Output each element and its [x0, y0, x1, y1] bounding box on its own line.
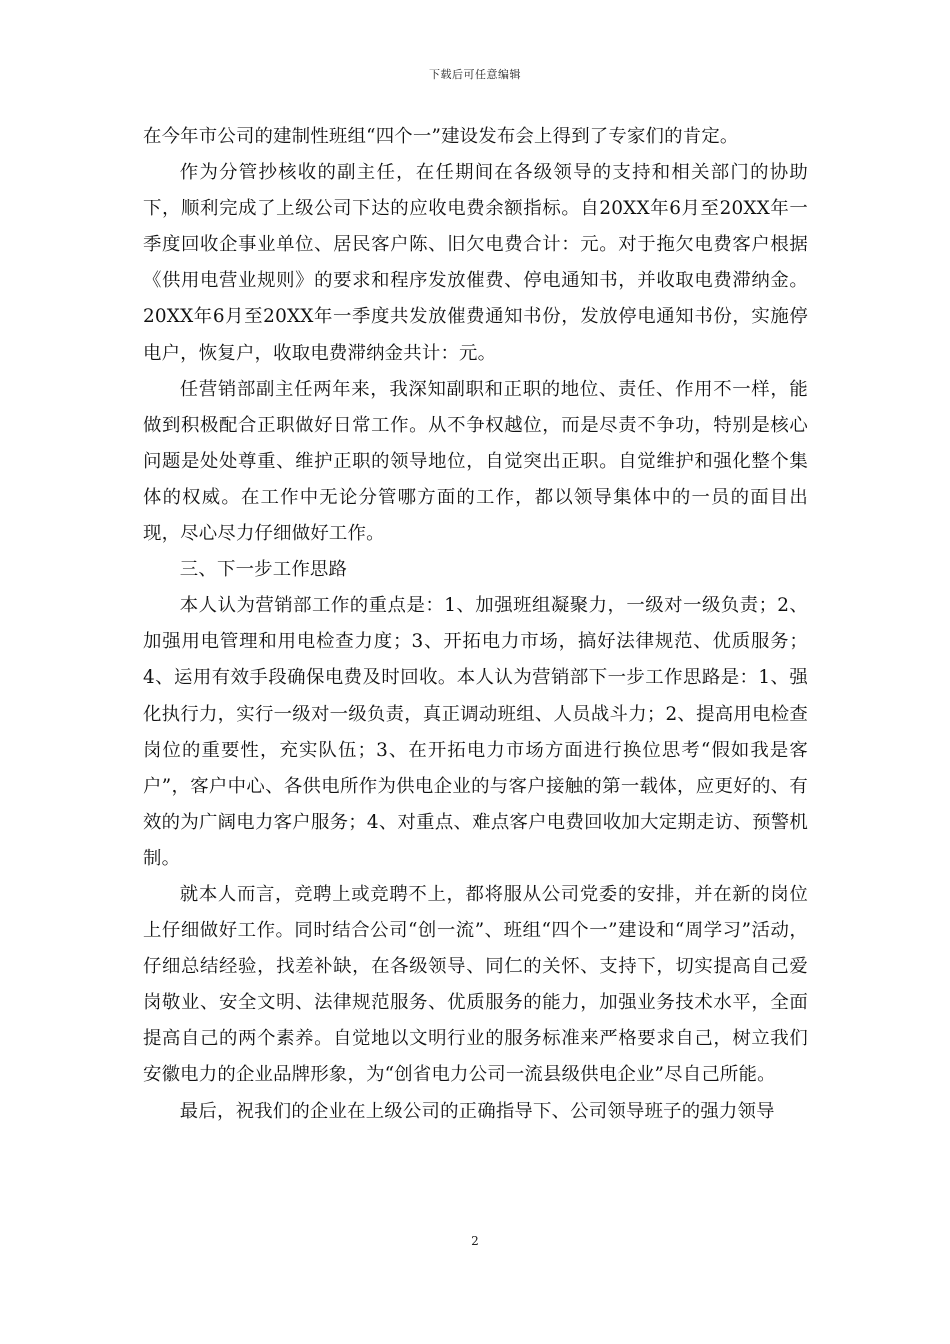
paragraph-fee-collection: 作为分管抄核收的副主任，在任期间在各级领导的支持和相关部门的协助下，顺利完成了上级公司下达的应收电费余额指标。自20XX年6月至20XX年一季度回收企事业单位、居民客户陈、旧欠电费合计：元。对于拖欠电费客户根据《供用电营业规则》的要求和程序发放催费、停电通知书，并收取电费滞纳金。20XX年6月至20XX年一季度共发放催费通知书份，发放停电通知书份，实施停电户，恢复户，收取电费滞纳金共计：元。 — [143, 162, 808, 364]
paragraph-deputy-role: 任营销部副主任两年来，我深知副职和正职的地位、责任、作用不一样，能做到积极配合正职做好日常工作。从不争权越位，而是尽责不争功，特别是核心问题是处处尊重、维护正职的领导地位，自觉突出正职。自觉维护和强化整个集体的权威。在工作中无论分管哪方面的工作，都以领导集体中的一员的面目出现，尽心尽力仔细做好工作。 — [143, 378, 808, 545]
page-number: 2 — [471, 1234, 479, 1248]
page-header: 下载后可任意编辑 — [429, 68, 521, 81]
document-body — [143, 119, 808, 1130]
section-heading-next-steps: 三、下一步工作思路 — [179, 559, 348, 581]
paragraph-work-plan: 本人认为营销部工作的重点是：1、加强班组凝聚力，一级对一级负责；2、加强用电管理和用电检查力度；3、开拓电力市场，搞好法律规范、优质服务；4、运用有效手段确保电费及时回收。本人认为营销部下一步工作思路是：1、强化执行力，实行一级对一级负责，真正调动班组、人员战斗力；2、提高用电检查岗位的重要性，充实队伍；3、在开拓电力市场方面进行换位思考“假如我是客户”，客户中心、各供电所作为供电企业的与客户接触的第一载体，应更好的、有效的为广阔电力客户服务；4、对重点、难点客户电费回收加大定期走访、预警机制。 — [143, 595, 808, 869]
paragraph-continuation: 在今年市公司的建制性班组“四个一”建设发布会上得到了专家们的肯定。 — [143, 126, 739, 147]
paragraph-personal-commitment: 就本人而言，竞聘上或竞聘不上，都将服从公司党委的安排，并在新的岗位上仔细做好工作。同时结合公司“创一流”、班组“四个一”建设和“周学习”活动，仔细总结经验，找差补缺，在各级领导、同仁的关怀、支持下，切实提高自己爱岗敬业、安全文明、法律规范服务、优质服务的能力，加强业务技术水平，全面提高自己的两个素养。自觉地以文明行业的服务标准来严格要求自己，树立我们安徽电力的企业品牌形象，为“创省电力公司一流县级供电企业”尽自己所能。 — [143, 883, 808, 1086]
paragraph-closing: 最后，祝我们的企业在上级公司的正确指导下、公司领导班子的强力领导 — [179, 1100, 775, 1122]
